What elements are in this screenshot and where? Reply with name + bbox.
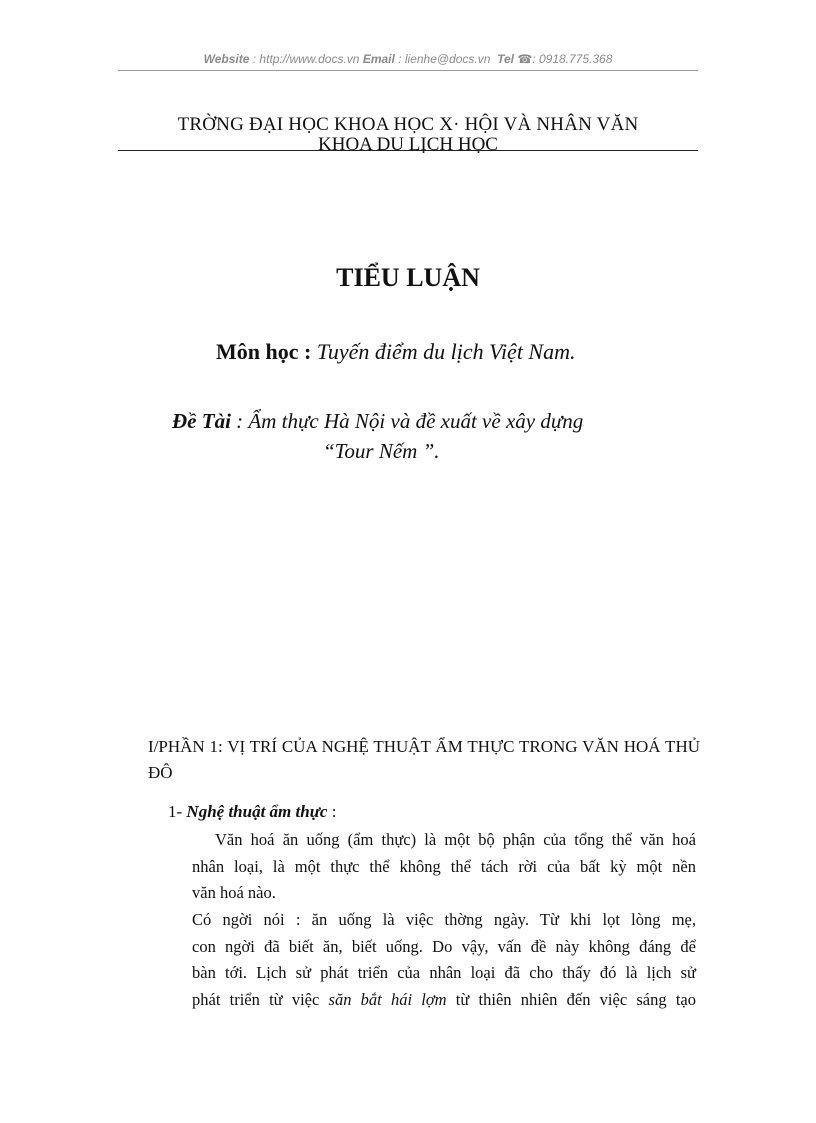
phone-icon: ☎ <box>517 52 533 66</box>
subject-label: Môn học : <box>216 339 312 364</box>
title-divider <box>118 150 698 151</box>
document-type-title: TIỂU LUẬN <box>336 263 480 292</box>
topic-value-line2: “Tour Nếm ”. <box>323 439 440 463</box>
website-value[interactable]: : http://www.docs.vn <box>252 52 360 66</box>
emphasized-phrase: săn bắt hái lợm <box>328 989 447 1009</box>
tel-label: Tel <box>497 52 514 66</box>
text-run: phát triển từ việc <box>192 989 329 1009</box>
paragraph-1 <box>192 827 696 907</box>
school-name: TRỜNG ĐẠI HỌC KHOA HỌC X· HỘI VÀ NHÂN VĂN <box>177 114 639 135</box>
item-title: Nghệ thuật ẩm thực <box>186 802 328 821</box>
email-label: Email <box>362 52 395 66</box>
paragraph-line: văn hoá nào. <box>192 883 276 902</box>
paragraph-line: nhân loại, là một thực thể không thể tách rời của bất kỳ một nền <box>192 856 696 876</box>
website-header <box>118 52 698 66</box>
website-label: Website <box>203 52 250 66</box>
section-heading: I/PHẦN 1: VỊ TRÍ CỦA NGHỆ THUẬT ẨM THỰC TRONG VĂN HOÁ THỦ ĐÔ <box>148 737 700 782</box>
email-value[interactable]: : lienhe@docs.vn <box>398 52 491 66</box>
item-colon: : <box>327 802 337 821</box>
subject-line <box>216 339 576 365</box>
item-heading <box>168 802 336 822</box>
topic-label: Đề Tài <box>172 409 231 433</box>
paragraph-line: Có ngời nói : ăn uống là việc thờng ngày. Từ khi lọt lòng mẹ, <box>192 910 696 929</box>
tel-value: : 0918.775.368 <box>532 52 613 66</box>
faculty-name: KHOA DU LỊCH HỌC <box>318 134 498 155</box>
paragraph-line: Văn hoá ăn uống (ẩm thực) là một bộ phận của tổng thể văn hoá <box>215 830 696 849</box>
paragraph-line <box>192 987 696 1014</box>
paragraph-line: bàn tới. Lịch sử phát triển của nhân loại đã cho thấy đó là lịch sử <box>192 963 696 982</box>
subject-value: Tuyến điểm du lịch Việt Nam. <box>316 339 576 364</box>
item-number: 1- <box>168 802 183 821</box>
header-divider <box>118 70 698 71</box>
text-run: từ thiên nhiên đến việc sáng tạo <box>446 989 697 1009</box>
paragraph-line: con ngời đã biết ăn, biết uống. Do vậy, vấn đề này không đáng để <box>192 936 696 956</box>
topic-line <box>172 409 583 434</box>
paragraph-2 <box>192 907 696 1013</box>
topic-value: : Ẩm thực Hà Nội và đề xuất về xây dựng <box>236 409 584 433</box>
